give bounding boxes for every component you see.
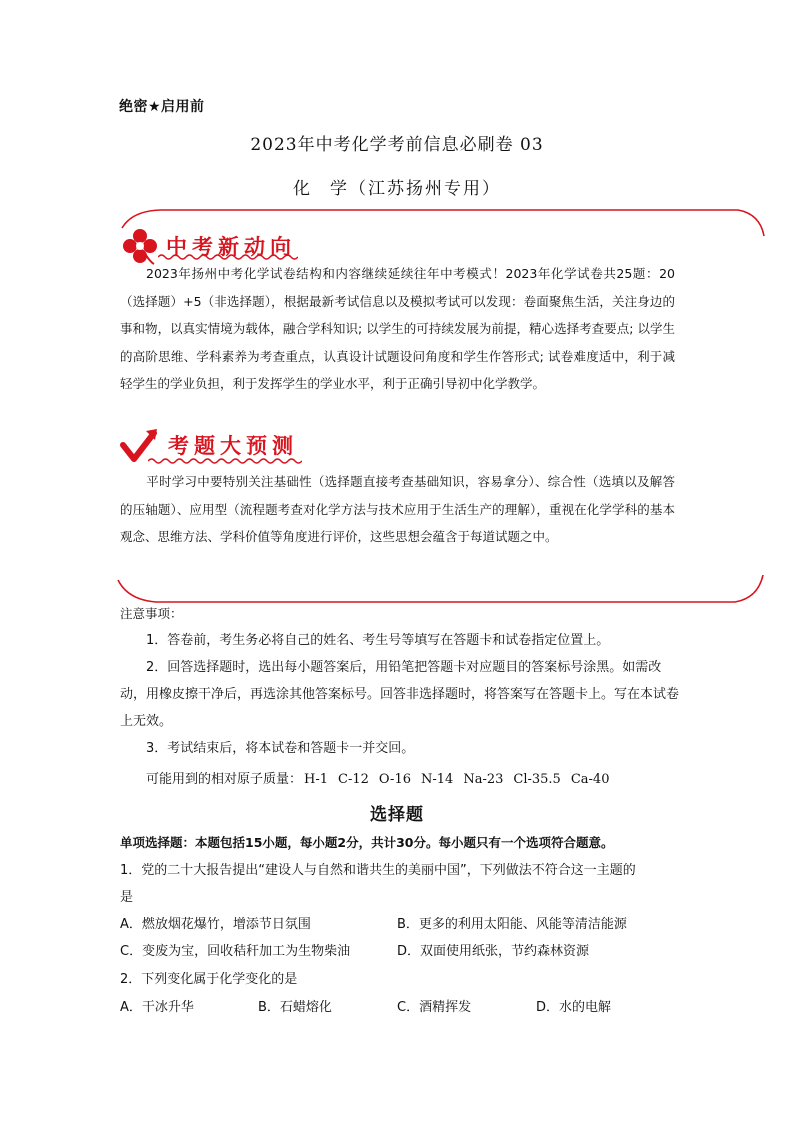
answer-option: A．干冰升华 xyxy=(120,1000,194,1015)
answer-option: C．变废为宝，回收秸秆加工为生物柴油 xyxy=(120,944,351,959)
question-stem: 2．下列变化属于化学变化的是 xyxy=(120,972,298,987)
atomic-mass: C-12 xyxy=(338,772,369,787)
notes-item: 3．考试结束后，将本试卷和答题卡一并交回。 xyxy=(146,741,415,756)
forecast-text: 平时学习中要特别关注基础性（选择题直接考查基础知识，容易拿分）、综合性（选填以及解答的压轴题）、应用型（流程题考查对化学方法与技术应用于生活生产的理解），重视在化学学科的基本观念、思维方法、学科价值等角度进行评价，这些思想会蕴含于每道试题之中。 xyxy=(120,474,675,544)
atomic-mass: N-14 xyxy=(421,772,454,787)
atomic-mass-label: 可能用到的相对原子质量： xyxy=(146,772,303,787)
answer-option: C．酒精挥发 xyxy=(397,1000,472,1015)
answer-option: A．燃放烟花爆竹，增添节日氛围 xyxy=(120,917,311,932)
confidential-label: 绝密★启用前 xyxy=(119,99,205,115)
answer-option: B．石蜡熔化 xyxy=(258,1000,332,1015)
atomic-mass: Cl-35.5 xyxy=(513,772,561,787)
notes-item: 1．答卷前，考生务必将自己的姓名、考生号等填写在答题卡和试卷指定位置上。 xyxy=(146,633,610,648)
wavy-underline xyxy=(148,457,302,465)
subject-char: 化 xyxy=(293,179,312,199)
question-stem-continued: 是 xyxy=(120,890,134,905)
atomic-mass: Na-23 xyxy=(463,772,504,787)
subject-title xyxy=(0,174,794,199)
notes-block xyxy=(120,600,680,762)
section-instruction: 单项选择题：本题包括15小题，每小题2分，共计30分。每小题只有一个选项符合题意。 xyxy=(120,835,614,850)
exam-title: 2023年中考化学考前信息必刷卷 03 xyxy=(250,135,544,155)
answer-option: D．双面使用纸张，节约森林资源 xyxy=(397,944,590,959)
atomic-mass: O-16 xyxy=(378,772,411,787)
answer-option: B．更多的利用太阳能、风能等清洁能源 xyxy=(397,917,627,932)
subject-rest: 学（江苏扬州专用） xyxy=(330,179,501,199)
trend-text: 2023年扬州中考化学试卷结构和内容继续延续往年中考模式！2023年化学试卷共25题：20（选择题）+5（非选择题），根据最新考试信息以及模拟考试可以发现：卷面聚焦生活，关注身边的事和物，以真实情境为载体，融合学科知识; 以学生的可持续发展为前提，精心选择考查要点; 以学生的高阶思维、学科素养为考查重点，认真设计试题设问角度和学生作答形式; 试卷难度适中，利于减轻学生的学业负担，利于发挥学生的学业水平，利于正确引导初中化学教学。 xyxy=(120,266,675,391)
forecast-heading: 考题大预测 xyxy=(168,434,298,458)
atomic-mass: H-1 xyxy=(304,772,329,787)
question-stem: 1．党的二十大报告提出“建设人与自然和谐共生的美丽中国”，下列做法不符合这一主题的 xyxy=(120,863,636,878)
atomic-mass: Ca-40 xyxy=(570,772,610,787)
answer-option: D．水的电解 xyxy=(536,1000,612,1015)
section-title: 选择题 xyxy=(370,805,424,825)
notes-title: 注意事项： xyxy=(120,606,183,621)
trend-paragraph xyxy=(120,260,675,398)
trend-heading: 中考新动向 xyxy=(166,235,296,259)
notes-item: 2．回答选择题时，选出每小题答案后，用铅笔把答题卡对应题目的答案标号涂黑。如需改动，用橡皮擦干净后，再选涂其他答案标号。回答非选择题时，将答案写在答题卡上。写在本试卷上无效。 xyxy=(120,660,680,729)
atomic-mass-line xyxy=(146,768,619,787)
forecast-paragraph xyxy=(120,468,675,551)
